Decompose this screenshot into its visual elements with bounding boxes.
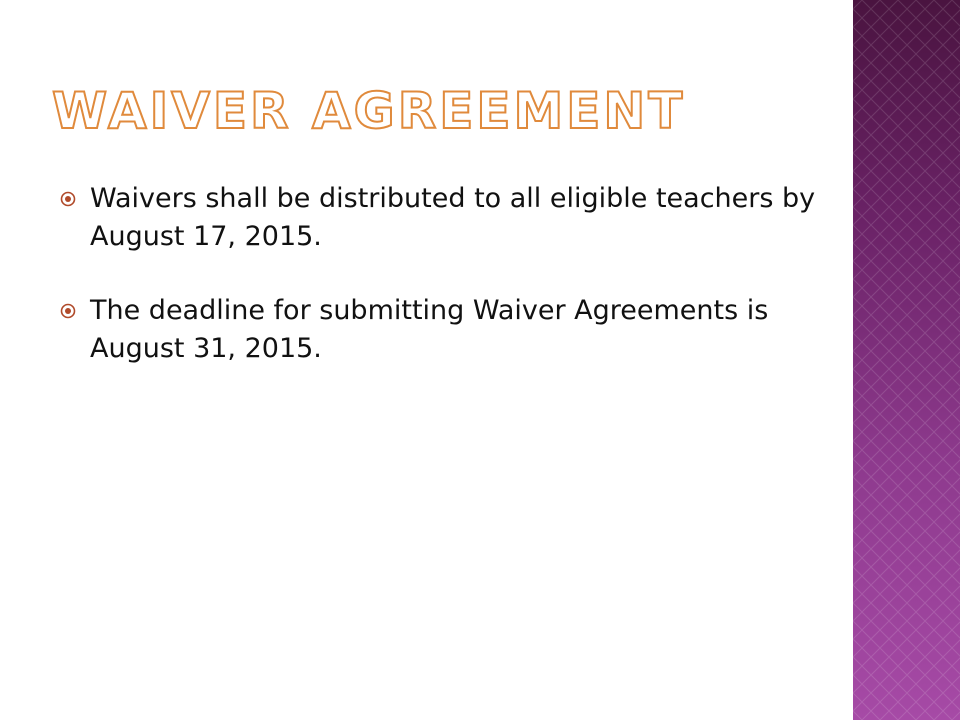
circle-bullet-icon [60, 191, 76, 207]
slide-title: WAIVER AGREEMENT [52, 82, 686, 140]
bullet-text: The deadline for submitting Waiver Agreements is August 31, 2015. [90, 295, 769, 364]
diamond-pattern-icon [853, 0, 960, 720]
bullet-list [60, 180, 820, 404]
decorative-side-panel [853, 0, 960, 720]
list-item [60, 292, 820, 368]
list-item [60, 180, 820, 256]
bullet-text: Waivers shall be distributed to all eligible teachers by August 17, 2015. [90, 183, 816, 252]
circle-bullet-icon [60, 303, 76, 319]
